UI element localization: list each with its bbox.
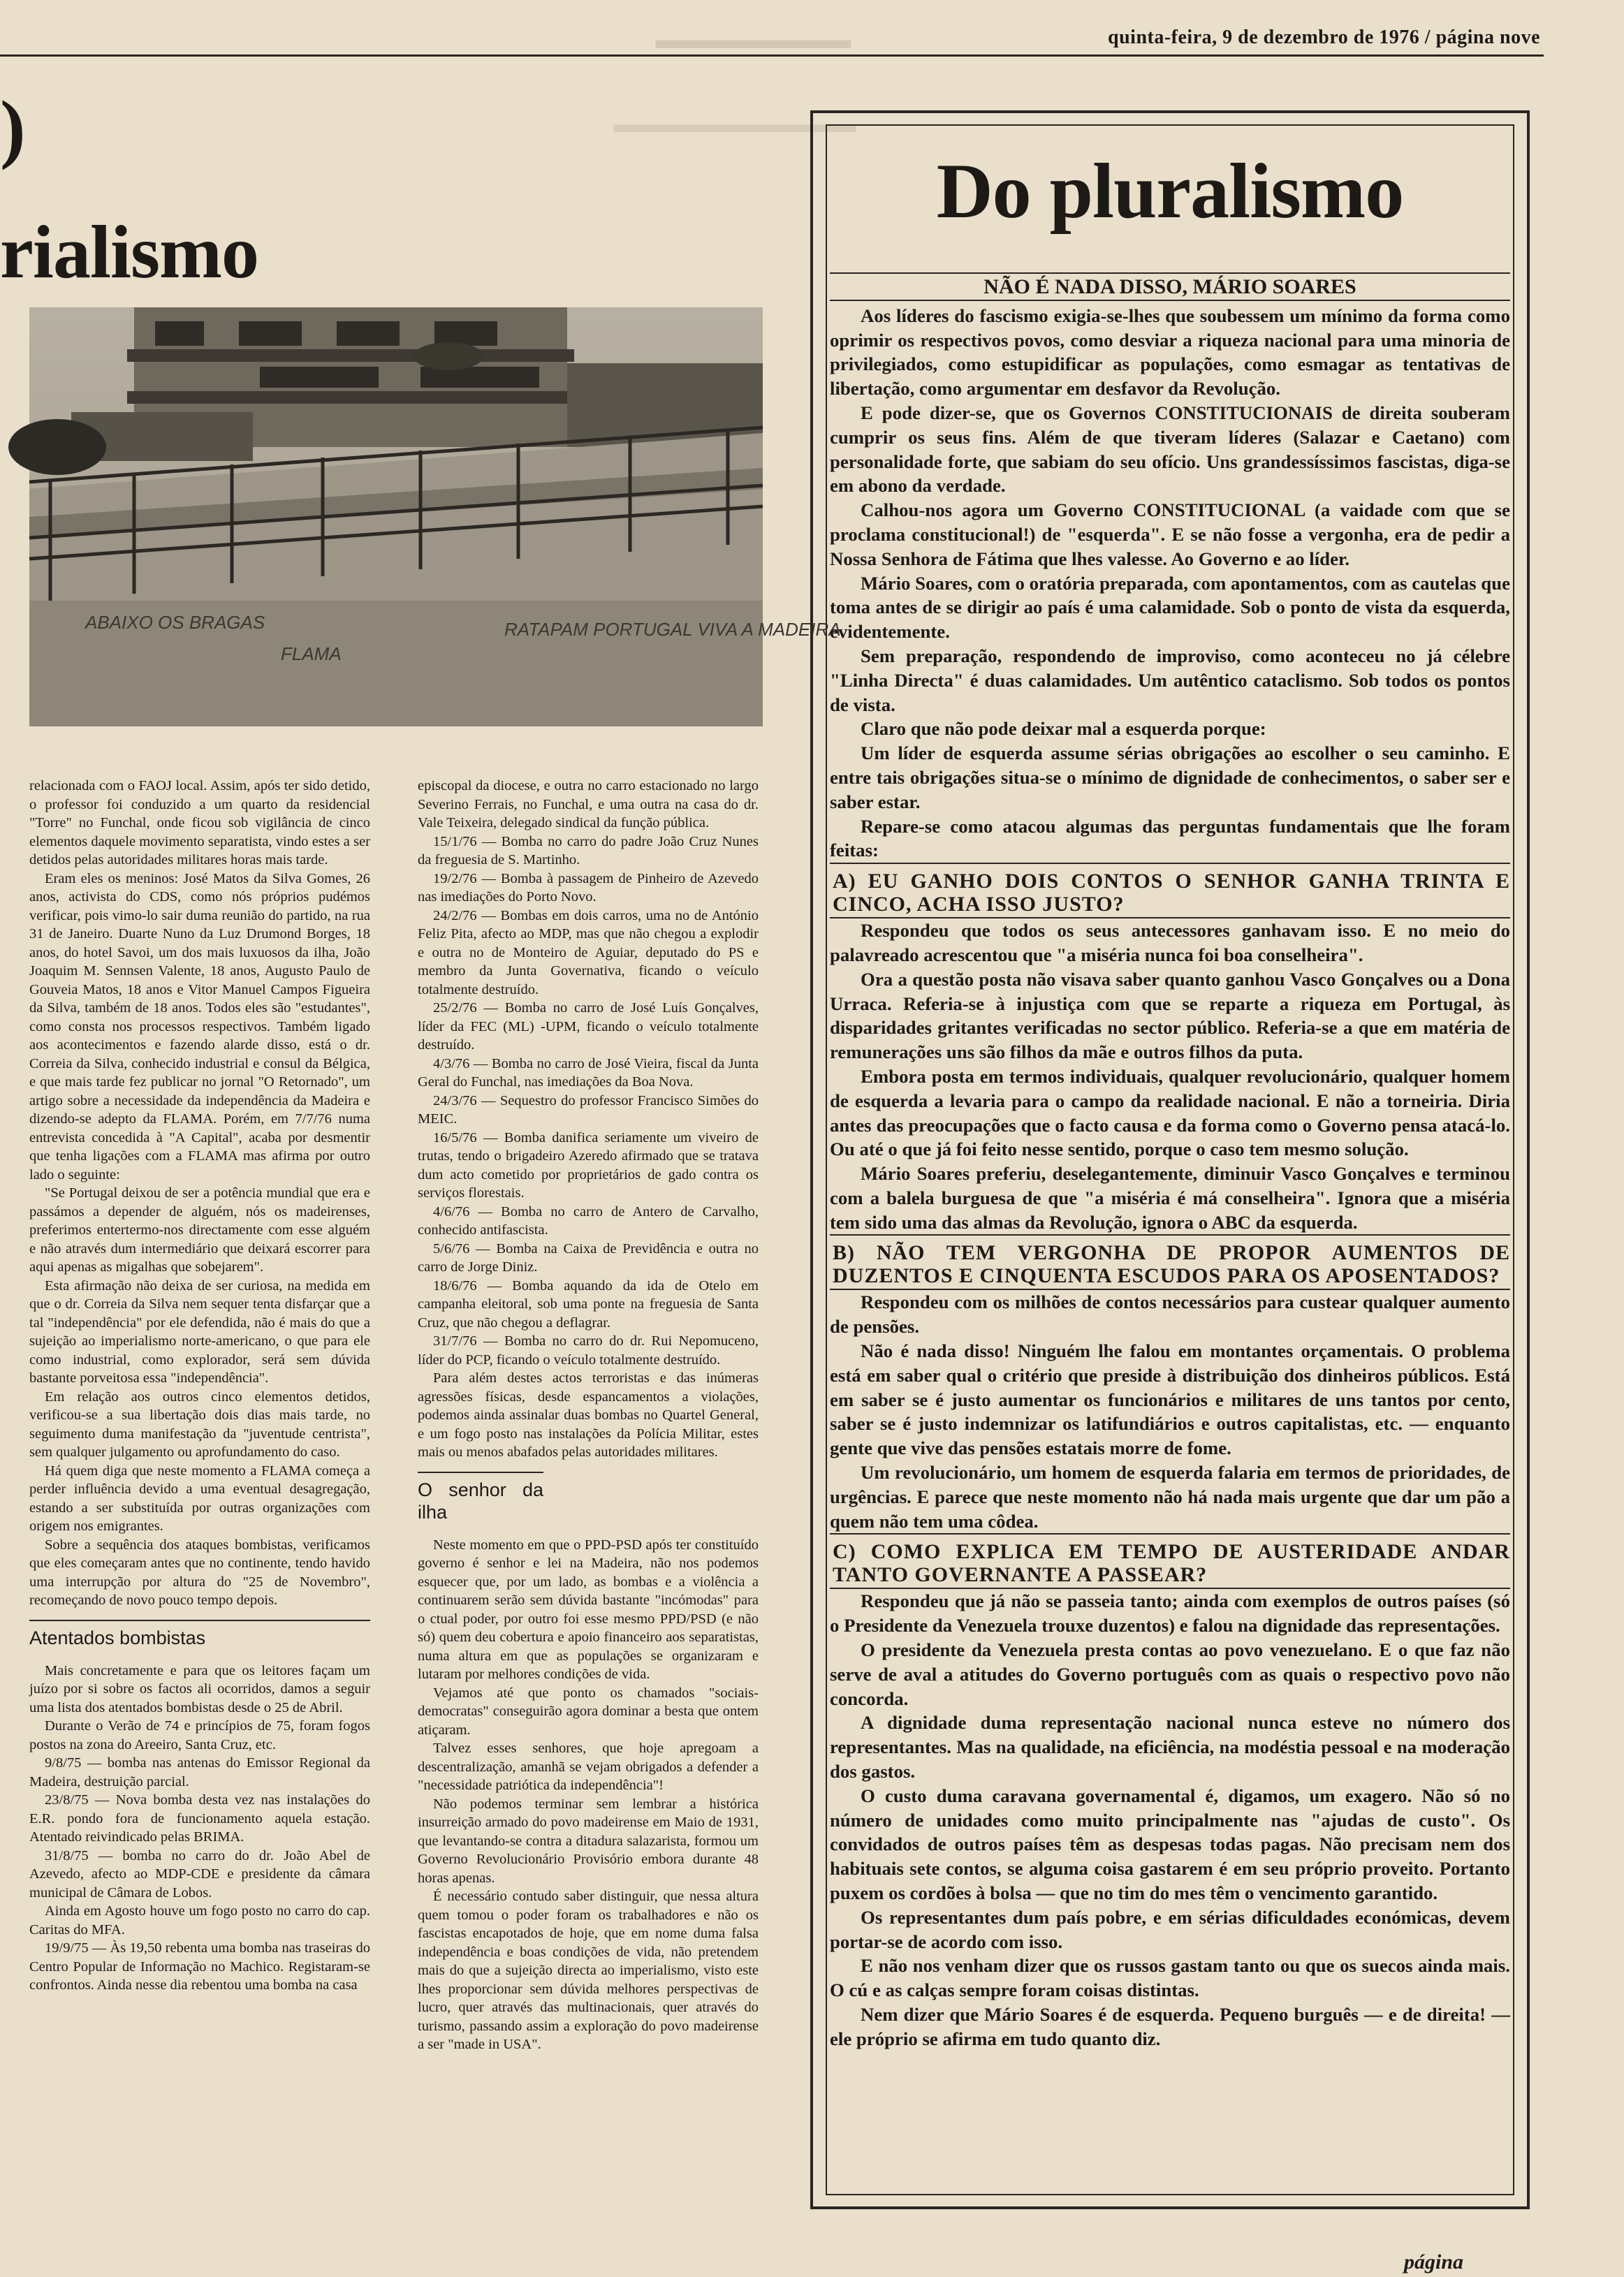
paragraph: Para além destes actos terroristas e das inúmeras agressões físicas, desde espancamentos a violações, podemos ainda assinalar duas bombas no Quartel General, e um fogo posto nas instalações da Polícia Militar, estes mais ou menos abafados pelas autoridades militares.	[418, 1370, 759, 1460]
photo-illustration	[29, 307, 841, 726]
paragraph: Os representantes dum país pobre, e em sérias dificuldades económicas, devem portar-se de acordo com isso.	[830, 1906, 1510, 1952]
paragraph: Respondeu que todos os seus antecessores ganhavam isso. E no meio do palavreado acrescentou que "a miséria nunca foi boa conselheira".	[830, 920, 1510, 965]
date-text: quinta-feira, 9 de dezembro de 1976	[1108, 27, 1420, 48]
paragraph: 24/2/76 — Bombas em dois carros, uma no de António Feliz Pita, afecto ao MDP, mas que não chegou a explodir e outra no de Monteiro de Aguiar, deputado do PS e membro da Junta Governativa, ficando o veículo totalmente destruído.	[418, 907, 759, 997]
title-bracket-fragment: )	[0, 85, 26, 170]
paragraph: Mais concretamente e para que os leitores façam um juízo por si sobre os factos ali ocorridos, damos a seguir uma lista dos atentados bombistas desde o 25 de Abril.	[29, 1662, 370, 1715]
paragraph: Esta afirmação não deixa de ser curiosa, na medida em que o dr. Correia da Silva nem sequer tenta disfarçar que a tal "independência" por ele defendida, não é mais do que a sujeição ao imperialismo norte-americano, o que para ele como industrial, como explorador, será sem dúvida bastante porveitosa essa "independência".	[29, 1277, 370, 1386]
question-heading-c: C) COMO EXPLICA EM TEMPO DE AUSTERIDADE ANDAR TANTO GOVERNANTE A PASSEAR?	[830, 1533, 1510, 1589]
article-photo	[29, 307, 841, 726]
paragraph: Embora posta em termos individuais, qualquer revolucionário, qualquer homem de esquerda a levaria para o campo da realidade nacional. E não a torneiria. Diria antes das preocupações que o facto causa e da forma como o Governo pensa atacá-lo. Ou até o que já foi feito nesse sentido, porque o caso tem mesmo solução.	[830, 1065, 1510, 1160]
article-column-1	[29, 777, 370, 1995]
graffiti-text-3: RATAPAM PORTUGAL VIVA A MADEIRA	[504, 619, 841, 640]
paragraph: 24/3/76 — Sequestro do professor Francisco Simões do MEIC.	[418, 1092, 759, 1127]
paragraph: Não podemos terminar sem lembrar a histórica insurreição armado do povo madeirense em Maio de 1931, que levantando-se contra a ditadura salazarista, formou um Governo Revolucionário Provisório embora durante 48 horas apenas.	[418, 1796, 759, 1886]
paragraph: E não nos venham dizer que os russos gastam tanto ou que os suecos ainda mais. O cú e as calças sempre foram coisas distintas.	[830, 1955, 1510, 2001]
paragraph: 4/6/76 — Bomba no carro de Antero de Carvalho, conhecido antifascista.	[418, 1203, 759, 1238]
paragraph: 19/9/75 — Às 19,50 rebenta uma bomba nas traseiras do Centro Popular de Informação no Machico. Registaram-se confrontos. Ainda nesse dia rebentou uma bomba na casa	[29, 1940, 370, 1993]
page-footer-tag: página	[1404, 2250, 1464, 2274]
page-header-date	[1108, 27, 1540, 49]
bleed-through-decoration: ▔▔▔▔▔▔	[657, 43, 850, 89]
paragraph: O custo duma caravana governamental é, digamos, um exagero. Não só no número de unidades como muito principalmente nas "ajudas de custo". Os convidados de outros países têm as despesas todas pagas. Não precisam nem dos habituais sete contos, se alguma coisa gastarem é em seu próprio proveito. Portanto puxem os cordões à bolsa — que no tim do mes têm o vencimento garantido.	[830, 1785, 1510, 1904]
paragraph: 31/7/76 — Bomba no carro do dr. Rui Nepomuceno, líder do PCP, ficando o veículo totalmente destruído.	[418, 1333, 759, 1368]
paragraph: 31/8/75 — bomba no carro do dr. João Abel de Azevedo, afecto ao MDP-CDE e presidente da câmara municipal de Câmara de Lobos.	[29, 1847, 370, 1901]
editorial-title: Do pluralismo	[936, 148, 1404, 235]
paragraph: 16/5/76 — Bomba danifica seriamente um viveiro de trutas, tendo o brigadeiro Azeredo afirmado que se tratava dum acto cometido por proprietários de gado contra os serviços florestais.	[418, 1129, 759, 1201]
paragraph: 25/2/76 — Bomba no carro de José Luís Gonçalves, líder da FEC (ML) -UPM, ficando o veículo totalmente destruído.	[418, 1000, 759, 1053]
paragraph: 4/3/76 — Bomba no carro de José Vieira, fiscal da Junta Geral do Funchal, nas imediações da Boa Nova.	[418, 1055, 759, 1090]
paragraph: episcopal da diocese, e outra no carro estacionado no largo Severino Ferrais, no Funchal, e uma outra na casa do dr. Vale Teixeira, delegado sindical da função pública.	[418, 778, 759, 830]
paragraph: Respondeu com os milhões de contos necessários para custear qualquer aumento de pensões.	[830, 1291, 1510, 1338]
paragraph: Há quem diga que neste momento a FLAMA começa a perder influência devido a uma eventual desagregação, estando a ser substituída por outras organizações com origem nos emigrantes.	[29, 1463, 370, 1534]
paragraph: "Se Portugal deixou de ser a potência mundial que era e passámos a depender de alguém, nós os madeirenses, preferimos entertermo-nos directamente com esse alguém e não através dum intermediário que deixará escorrer para aqui apenas as migalhas que sobejarem".	[29, 1185, 370, 1275]
paragraph: Um líder de esquerda assume sérias obrigações ao escolher o seu caminho. E entre tais obrigações situa-se o mínimo de dignidade de conhecimentos, o saber ser e saber estar.	[830, 742, 1510, 812]
paragraph: Durante o Verão de 74 e princípios de 75, foram fogos postos na zona do Areeiro, Santa Cruz, etc.	[29, 1718, 370, 1752]
paragraph: 23/8/75 — Nova bomba desta vez nas instalações do E.R. pondo fora de funcionamento aquela estação. Atentado reivindicado pelas BRIMA.	[29, 1792, 370, 1845]
paragraph: relacionada com o FAOJ local. Assim, após ter sido detido, o professor foi conduzido a um quarto da residencial "Torre" no Funchal, onde ficou sob vigilância de cinco elementos daquele movimento separatista, vindo estes a ser detidos pelas autoridades militares horas mais tarde.	[29, 778, 370, 867]
question-heading-b: B) NÃO TEM VERGONHA DE PROPOR AUMENTOS DE DUZENTOS E CINQUENTA ESCUDOS PARA OS APOSENTADOS?	[830, 1234, 1510, 1290]
bleed-through-decoration-2: ▔▔▔▔▔▔▔▔	[615, 126, 856, 170]
paragraph: Em relação aos outros cinco elementos detidos, verificou-se a sua libertação dois dias mais tarde, no seguimento duma manifestação da "juventude centrista", sem qualquer julgamento ou aprofundamento do caso.	[29, 1389, 370, 1460]
subheading-senhor-da-ilha: O senhor da ilha	[418, 1472, 543, 1523]
editorial-box	[810, 110, 1530, 2209]
paragraph: Talvez esses senhores, que hoje apregoam a descentralização, amanhã se vejam obrigados a defender a "necessidade patriótica da independência"!	[418, 1741, 759, 1793]
graffiti-text-2: FLAMA	[281, 643, 342, 664]
paragraph: 18/6/76 — Bomba aquando da ida de Otelo em campanha eleitoral, sob uma ponte na freguesia de Santa Cruz, que não chegou a deflagrar.	[418, 1277, 759, 1331]
paragraph: Aos líderes do fascismo exigia-se-lhes que soubessem um mínimo da forma como oprimir os respectivos povos, como desviar a riqueza nacional para uma minoria de privilegiados, como estupidificar as populações, como esmagar as tentativas de libertação, como argumentar em desfavor da Revolução.	[830, 305, 1510, 400]
page-label: / página nove	[1424, 27, 1540, 48]
paragraph: Eram eles os meninos: José Matos da Silva Gomes, 26 anos, activista do CDS, como nós próprios pudémos verificar, pois vimo-lo sair duma reunião do partido, na rua 31 de Janeiro. Duarte Nuno da Luz Drumond Borges, 18 anos, do hotel Savoi, um dos mais luxuosos da ilha, João Joaquim M. Sennsen Valente, 18 anos, Augusto Paulo de Gouveia Matos, 18 anos e Vitor Manuel Campos Figueira da Silva, também de 18 anos. Todos eles são "estudantes", como consta nos processos respectivos. Também ligado aos acontecimentos e fazendo alarde disso, está o dr. Correia da Silva, conhecido industrial e consul da Bélgica, e que mais tarde fez publicar no jornal "O Retornado", um artigo sobre a necessidade da independência da Madeira e dizendo-se adepto da FLAMA. Porém, em 7/7/76 numa entrevista concedida à "A Capital", acaba por desmentir que tenha ligações com a FLAMA mas afirma por outro lado o seguinte:	[29, 870, 370, 1183]
paragraph: É necessário contudo saber distinguir, que nessa altura quem tomou o poder foram os trabalhadores e não os fascistas encapotados de hoje, que em nome duma falsa independência e boas condições de vida, não pretendem mais do que a sujeição directa ao imperialismo, visto este lhes proporcionar sem dúvida melhores perspectivas de lucro, quer através das multinacionais, quer através do turismo, passando assim a exploração do povo madeirense a ser "made in USA".	[418, 1889, 759, 2052]
paragraph: Calhou-nos agora um Governo CONSTITUCIONAL (a vaidade com que se proclama constitucional!) de "esquerda". E se não fosse a vergonha, era de pedir a Nossa Senhora de Fátima que lhes valesse. Ao Governo e ao líder.	[830, 499, 1510, 569]
paragraph: Claro que não pode deixar mal a esquerda porque:	[861, 718, 1266, 740]
editorial-body	[830, 272, 1510, 2051]
paragraph: 9/8/75 — bomba nas antenas do Emissor Regional da Madeira, destruição parcial.	[29, 1755, 370, 1789]
graffiti-text-1: ABAIXO OS BRAGAS	[85, 612, 265, 633]
paragraph: Sem preparação, respondendo de improviso, como aconteceu no já célebre "Linha Directa" é duas calamidades. Um autêntico cataclismo. Sob todos os pontos de vista.	[830, 645, 1510, 715]
paragraph: Mário Soares, com o oratória preparada, com apontamentos, com as cautelas que toma antes de se dirigir ao país é uma calamidade. Sob o ponto de vista da esquerda, evidentemente.	[830, 572, 1510, 643]
paragraph: Nem dizer que Mário Soares é de esquerda. Pequeno burguês — e de direita! — ele próprio se afirma em tudo quanto diz.	[830, 2004, 1510, 2049]
paragraph: Um revolucionário, um homem de esquerda falaria em termos de prioridades, de urgências. E parece que neste momento não há nada mais urgente que dar um pão a quem não tem uma côdea.	[830, 1462, 1510, 1532]
paragraph: Respondeu que já não se passeia tanto; ainda com exemplos de outros países (só o Presidente da Venezuela trouxe duzentos) e falou na dignidade das representações.	[830, 1590, 1510, 1637]
paragraph: E pode dizer-se, que os Governos CONSTITUCIONAIS de direita souberam cumprir os seus fins. Além de que tiveram líderes (Salazar e Caetano) com personalidade forte, que sabiam do seu ofício. Uns grandessíssimos fascistas, diga-se em abono da verdade.	[830, 402, 1510, 497]
paragraph: Mário Soares preferiu, deselegantemente, diminuir Vasco Gonçalves e terminou com a balela burguesa de que "a miséria é má conselheira". Ignora que a miséria tem sido uma das almas da Revolução, ignora o ABC da esquerda.	[830, 1163, 1510, 1233]
paragraph: Sobre a sequência dos ataques bombistas, verificamos que eles começaram antes que no continente, tendo havido uma interrupção por altura do "25 de Novembro", recomeçando de novo pouco tempo depois.	[29, 1537, 370, 1608]
question-heading-a: A) EU GANHO DOIS CONTOS O SENHOR GANHA TRINTA E CINCO, ACHA ISSO JUSTO?	[830, 863, 1510, 918]
paragraph: 5/6/76 — Bomba na Caixa de Previdência e outra no carro de Jorge Diniz.	[418, 1240, 759, 1275]
paragraph: Vejamos até que ponto os chamados "sociais-democratas" conseguirão agora dominar a besta que ontem atiçaram.	[418, 1685, 759, 1738]
paragraph: A dignidade duma representação nacional nunca esteve no número dos representantes. Mas na qualidade, na eficiência, na modéstia pessoal e na moderação dos gastos.	[830, 1712, 1510, 1782]
paragraph: Repare-se como atacou algumas das perguntas fundamentais que lhe foram feitas:	[830, 815, 1510, 861]
subheading-atentados: Atentados bombistas	[29, 1620, 370, 1649]
paragraph: Ainda em Agosto houve um fogo posto no carro do cap. Caritas do MFA.	[29, 1903, 370, 1938]
article-title-fragment: rialismo	[0, 211, 258, 294]
paragraph: Ora a questão posta não visava saber quanto ganhou Vasco Gonçalves ou a Dona Urraca. Referia-se à injustiça com que se reparte a riqueza em Portugal, às disparidades gritantes verificadas no sector público. Referia-se a que em matéria de remunerações uns são filhos da mãe e outros filhos da puta.	[830, 968, 1510, 1063]
paragraph: Não é nada disso! Ninguém lhe falou em montantes orçamentais. O problema está em saber qual o critério que preside à distribuição dos dinheiros públicos. Está em saber se é justo aumentar os funcionários e militares de uns tantos por cento, saber se é justo indemnizar os latifundiários e outros capitalistas, etc. — enquanto gente que vive das pensões estatais morre de fome.	[830, 1340, 1510, 1459]
article-column-2	[418, 777, 759, 2054]
editorial-kicker: NÃO É NADA DISSO, MÁRIO SOARES	[830, 272, 1510, 301]
paragraph: Neste momento em que o PPD-PSD após ter constituído governo é senhor e lei na Madeira, não nos podemos esquecer que, por um lado, as bombas e a violência a continuarem serão sem dúvida bastante "incómodas" para o ctual poder, por outro foi esse mesmo PPD/PSD (e não só) quem deu cobertura e apoio financeiro aos separatistas, numa altura em que as populações se organizaram e lutaram por melhores condições de vida.	[418, 1537, 759, 1682]
paragraph: 19/2/76 — Bomba à passagem de Pinheiro de Azevedo nas imediações do Porto Novo.	[418, 870, 759, 905]
paragraph: O presidente da Venezuela presta contas ao povo venezuelano. E o que faz não serve de aval a atitudes do Governo português com as quais o respectivo povo não concorda.	[830, 1639, 1510, 1709]
paragraph: 15/1/76 — Bomba no carro do padre João Cruz Nunes da freguesia de S. Martinho.	[418, 833, 759, 867]
